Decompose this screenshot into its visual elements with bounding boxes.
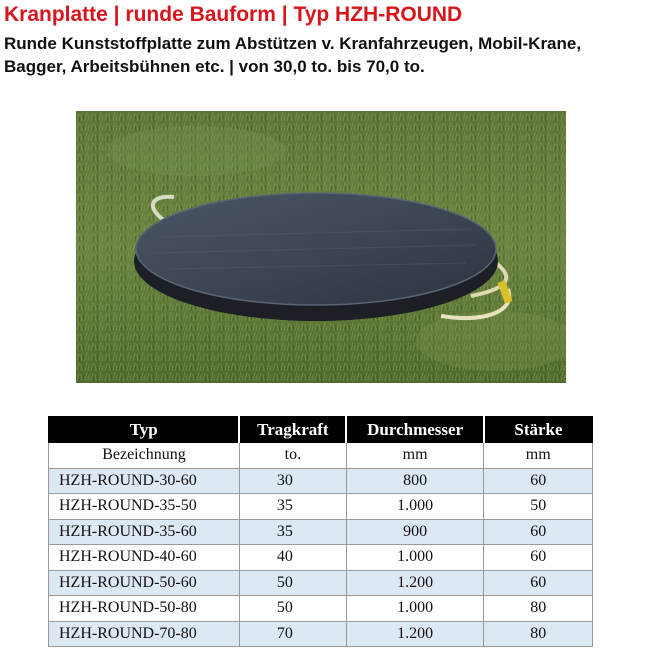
cell-durchmesser: 800 <box>346 468 484 494</box>
unit-bezeichnung: Bezeichnung <box>49 443 240 469</box>
unit-staerke: mm <box>484 443 593 469</box>
units-row <box>49 443 593 469</box>
col-header-typ: Typ <box>49 417 240 443</box>
cell-typ: HZH-ROUND-35-60 <box>49 519 240 545</box>
cell-staerke: 80 <box>484 621 593 647</box>
cell-durchmesser: 1.200 <box>346 621 484 647</box>
cell-durchmesser: 1.000 <box>346 596 484 622</box>
cell-tragkraft: 50 <box>239 596 346 622</box>
cell-durchmesser: 1.000 <box>346 494 484 520</box>
cell-tragkraft: 35 <box>239 519 346 545</box>
cell-durchmesser: 1.200 <box>346 570 484 596</box>
cell-staerke: 60 <box>484 570 593 596</box>
table-row <box>49 545 593 571</box>
cell-tragkraft: 35 <box>239 494 346 520</box>
product-photo <box>76 111 566 383</box>
page-subtitle: Runde Kunststoffplatte zum Abstützen v. Kranfahrzeugen, Mobil-Krane, Bagger, Arbeitsbühnen etc. | von 30,0 to. bis 70,0 to. <box>4 34 582 76</box>
cell-typ: HZH-ROUND-50-60 <box>49 570 240 596</box>
cell-tragkraft: 50 <box>239 570 346 596</box>
cell-durchmesser: 1.000 <box>346 545 484 571</box>
table-row <box>49 621 593 647</box>
table-row <box>49 519 593 545</box>
cell-typ: HZH-ROUND-35-50 <box>49 494 240 520</box>
col-header-tragkraft: Tragkraft <box>239 417 346 443</box>
cell-staerke: 50 <box>484 494 593 520</box>
table-row <box>49 596 593 622</box>
cell-durchmesser: 900 <box>346 519 484 545</box>
round-crane-pad-photo-icon <box>76 111 566 383</box>
unit-tragkraft: to. <box>239 443 346 469</box>
table-header-row <box>49 417 593 443</box>
col-header-durchmesser: Durchmesser <box>346 417 484 443</box>
cell-tragkraft: 40 <box>239 545 346 571</box>
cell-tragkraft: 70 <box>239 621 346 647</box>
table-row <box>49 494 593 520</box>
cell-staerke: 80 <box>484 596 593 622</box>
col-header-staerke: Stärke <box>484 417 593 443</box>
cell-typ: HZH-ROUND-70-80 <box>49 621 240 647</box>
unit-durchmesser: mm <box>346 443 484 469</box>
cell-typ: HZH-ROUND-30-60 <box>49 468 240 494</box>
page-title: Kranplatte | runde Bauform | Typ HZH-ROUND <box>4 3 463 26</box>
cell-staerke: 60 <box>484 519 593 545</box>
table-row <box>49 570 593 596</box>
cell-tragkraft: 30 <box>239 468 346 494</box>
cell-typ: HZH-ROUND-50-80 <box>49 596 240 622</box>
cell-typ: HZH-ROUND-40-60 <box>49 545 240 571</box>
cell-staerke: 60 <box>484 545 593 571</box>
spec-table <box>48 416 593 647</box>
cell-staerke: 60 <box>484 468 593 494</box>
table-row <box>49 468 593 494</box>
